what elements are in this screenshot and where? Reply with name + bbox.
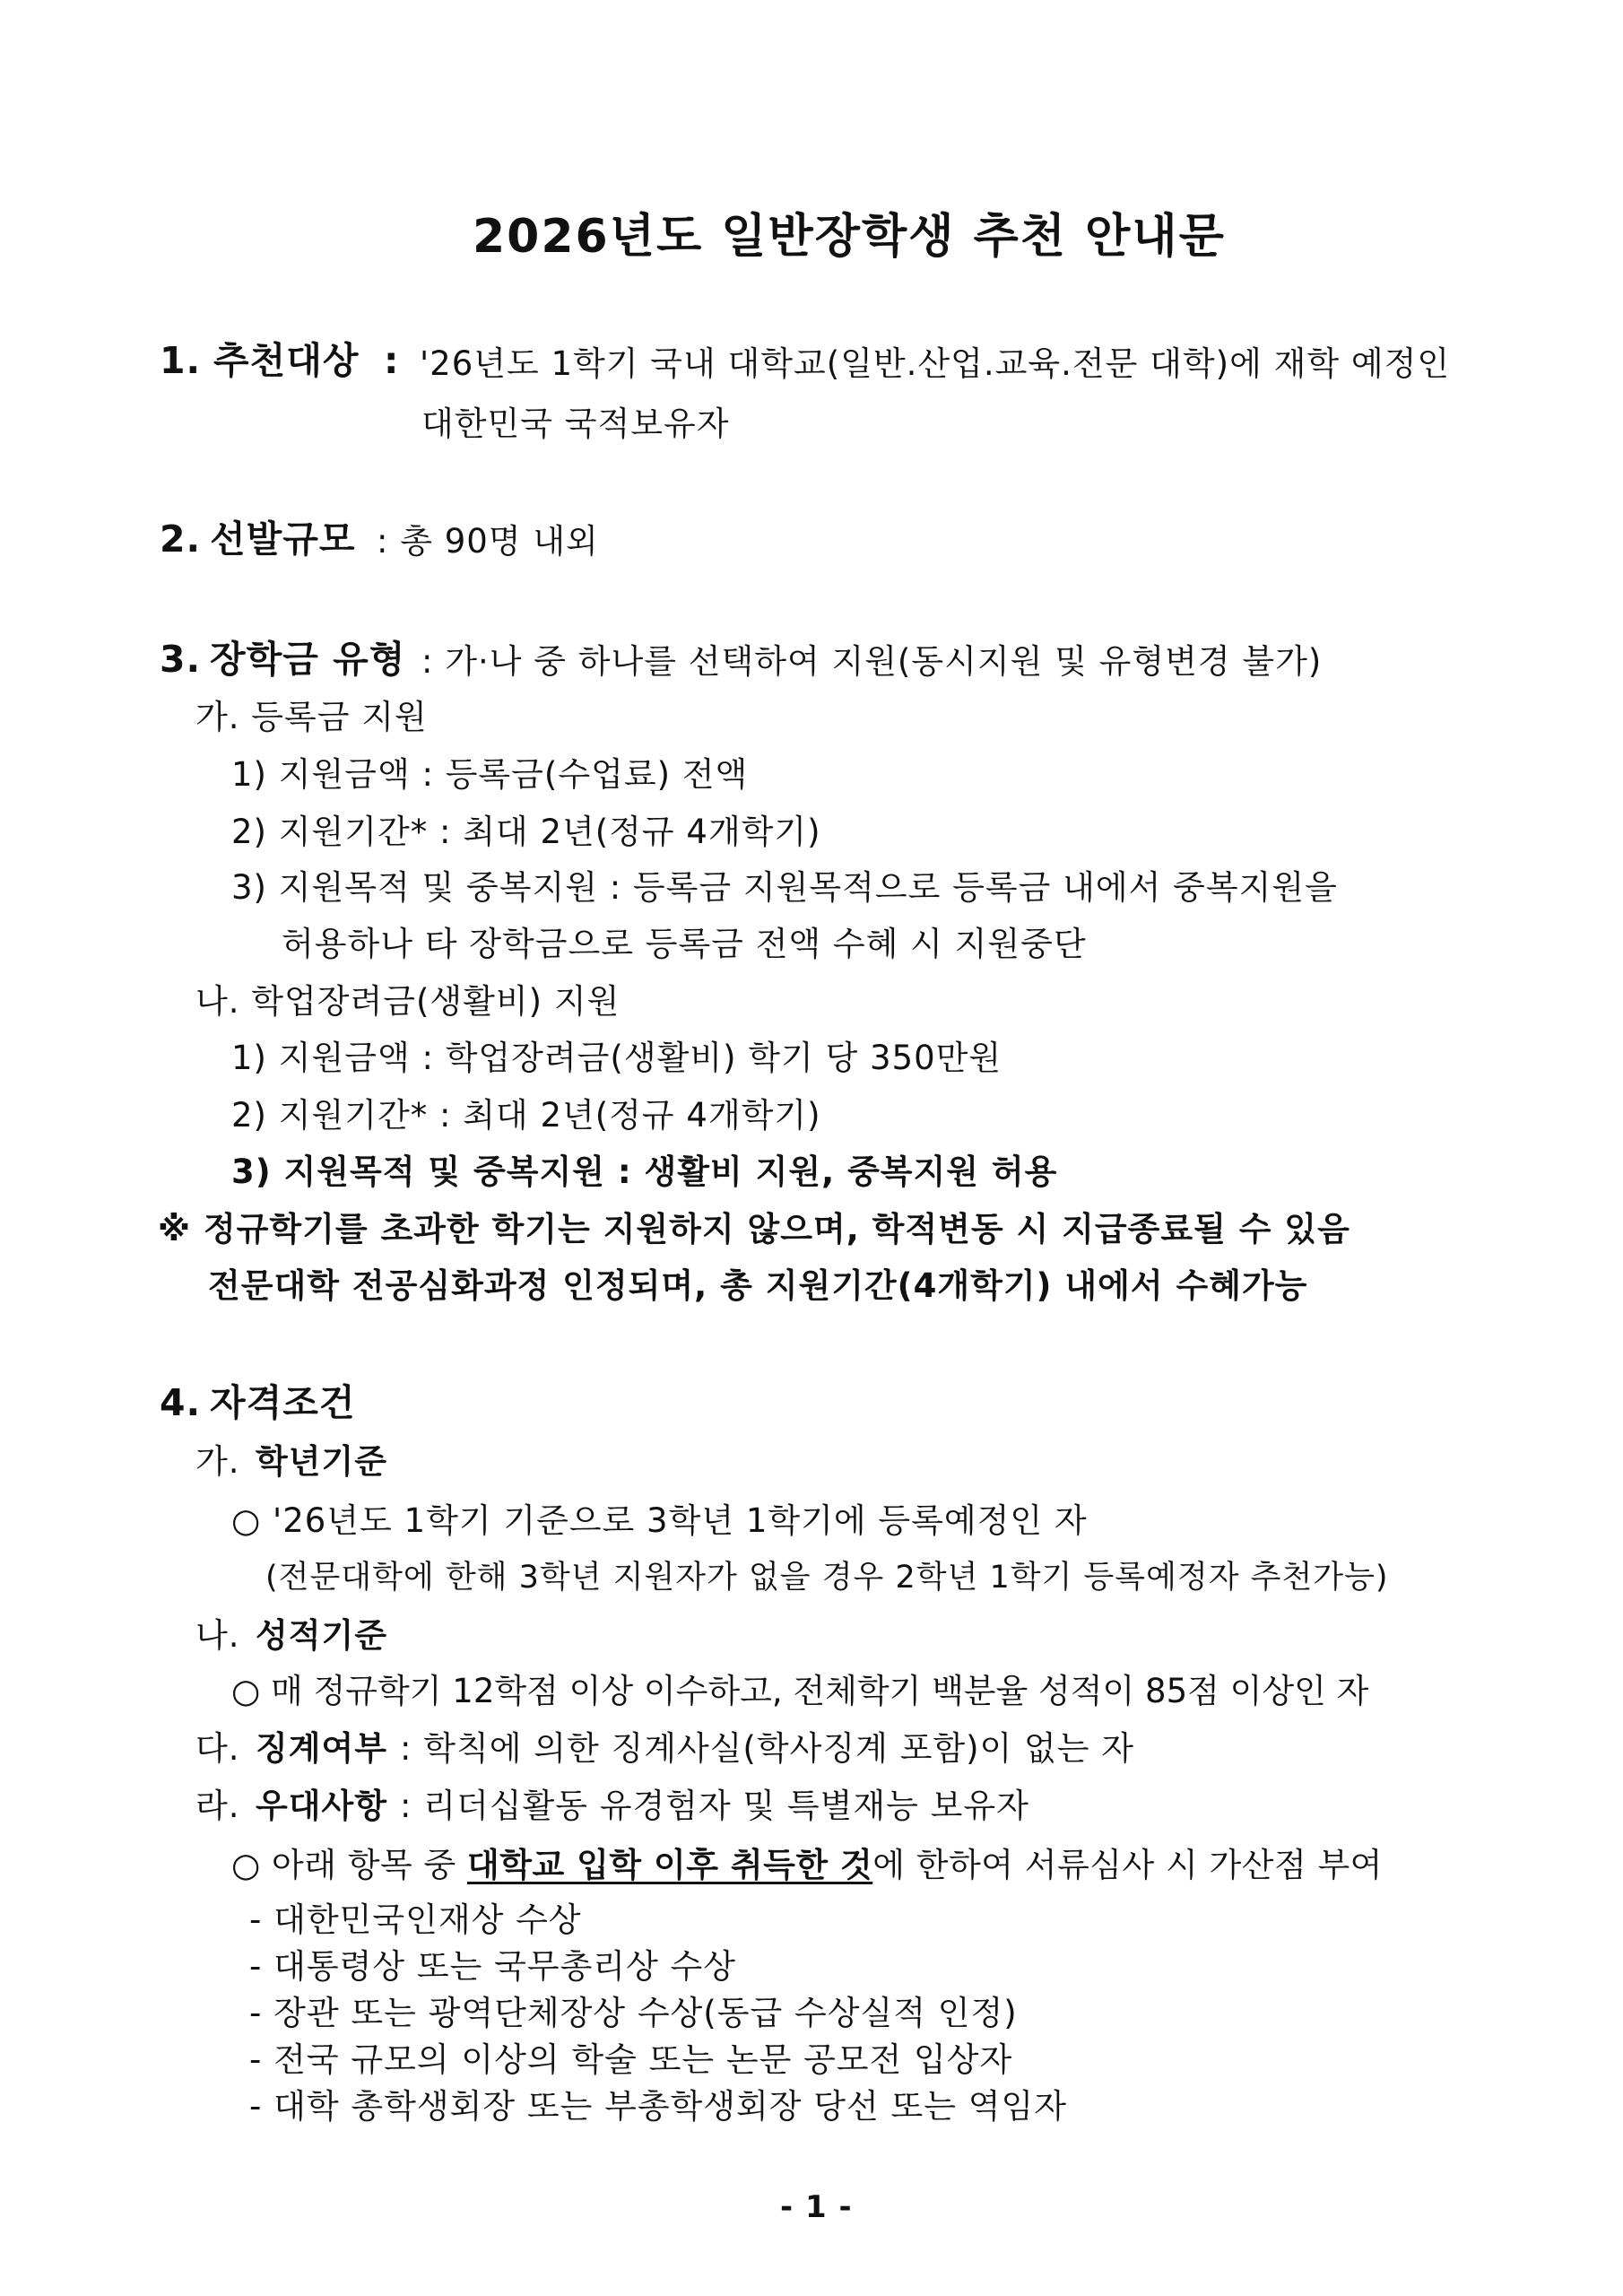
section-2-heading: 선발규모 xyxy=(210,517,356,561)
section-3-note-1: ※ 정규학기를 초과한 학기는 지원하지 않으며, 학적변동 시 지급종료될 수 있음 xyxy=(158,1210,1350,1248)
section-3-ga-item-3-cont: 허용하나 타 장학금으로 등록금 전액 수혜 시 지원중단 xyxy=(282,925,1087,963)
section-4-ra-list-item-2: - 대통령상 또는 국무총리상 수상 xyxy=(249,1947,737,1986)
section-4-na-label: 성적기준 xyxy=(256,1616,387,1655)
section-3-ga-item-1: 1) 지원금액 : 등록금(수업료) 전액 xyxy=(231,755,749,794)
section-3-na-item-2: 2) 지원기간* : 최대 2년(정규 4개학기) xyxy=(231,1096,821,1135)
section-4-ra-item-post: 에 한하여 서류심사 시 가산점 부여 xyxy=(872,1846,1383,1884)
section-4-ga-item: ○ '26년도 1학기 기준으로 3학년 1학기에 등록예정인 자 xyxy=(231,1501,1088,1540)
section-4-ga-label: 학년기준 xyxy=(256,1442,387,1481)
section-1-colon: : xyxy=(384,339,400,382)
document-title: 2026년도 일반장학생 추천 안내문 xyxy=(473,210,1226,264)
page-number: - 1 - xyxy=(780,2189,853,2225)
section-3-note-2: 전문대학 전공심화과정 인정되며, 총 지원기간(4개학기) 내에서 수혜가능 xyxy=(208,1266,1308,1305)
section-1-text-line2: 대한민국 국적보유자 xyxy=(421,404,730,443)
section-4-number: 4. xyxy=(160,1381,202,1424)
section-4-na-item: ○ 매 정규학기 12학점 이상 이수하고, 전체학기 백분율 성적이 85점 이상인 자 xyxy=(231,1672,1369,1710)
section-4-ra-text: : 리더십활동 유경험자 및 특별재능 보유자 xyxy=(400,1787,1029,1825)
section-3-ga-item-3: 3) 지원목적 및 중복지원 : 등록금 지원목적으로 등록금 내에서 중복지원을 xyxy=(231,868,1338,907)
section-3-number: 3. xyxy=(160,638,202,681)
section-3-ga-item-2: 2) 지원기간* : 최대 2년(정규 4개학기) xyxy=(231,813,821,851)
section-1-text-line1: '26년도 1학기 국내 대학교(일반.산업.교육.전문 대학)에 재학 예정인 xyxy=(420,344,1451,383)
section-4-da-prefix: 다. xyxy=(195,1729,240,1768)
section-4-ra-list-item-5: - 대학 총학생회장 또는 부총학생회장 당선 또는 역임자 xyxy=(249,2087,1068,2126)
section-4-ra-item-emphasis: 대학교 입학 이후 취득한 것 xyxy=(467,1846,873,1884)
section-1-heading: 추천대상 xyxy=(213,339,360,382)
section-3-na-label: 나. 학업장려금(생활비) 지원 xyxy=(195,982,621,1021)
section-4-da-text: : 학칙에 의한 징계사실(학사징계 포함)이 없는 자 xyxy=(400,1729,1135,1768)
section-4-ra-list-item-4: - 전국 규모의 이상의 학술 또는 논문 공모전 입상자 xyxy=(249,2040,1013,2079)
section-4-na-prefix: 나. xyxy=(195,1616,240,1655)
section-4-heading: 자격조건 xyxy=(210,1381,356,1424)
section-4-ga-prefix: 가. xyxy=(195,1442,240,1481)
section-3-text: : 가·나 중 하나를 선택하여 지원(동시지원 및 유형변경 불가) xyxy=(421,642,1323,681)
section-2-text: : 총 90명 내외 xyxy=(377,522,599,561)
section-2-number: 2. xyxy=(160,517,202,561)
section-3-ga-label: 가. 등록금 지원 xyxy=(195,698,428,736)
section-3-heading: 장학금 유형 xyxy=(210,638,406,681)
section-4-ra-list-item-3: - 장관 또는 광역단체장상 수상(동급 수상실적 인정) xyxy=(249,1994,1018,2032)
section-4-ra-item-pre: ○ 아래 항목 중 xyxy=(231,1846,468,1884)
section-4-ra-list-item-1: - 대한민국인재상 수상 xyxy=(249,1900,582,1939)
section-4-ra-prefix: 라. xyxy=(195,1787,240,1825)
section-3-na-item-3: 3) 지원목적 및 중복지원 : 생활비 지원, 중복지원 허용 xyxy=(231,1152,1058,1191)
section-1-number: 1. xyxy=(160,339,202,382)
section-3-na-item-1: 1) 지원금액 : 학업장려금(생활비) 학기 당 350만원 xyxy=(231,1039,1002,1077)
section-4-ra-label: 우대사항 xyxy=(256,1787,387,1825)
section-4-da-label: 징계여부 xyxy=(256,1729,387,1768)
section-4-ga-note: (전문대학에 한해 3학년 지원자가 없을 경우 2학년 1학기 등록예정자 추천가능) xyxy=(265,1560,1389,1596)
section-4-ra-item xyxy=(231,1844,1383,1887)
